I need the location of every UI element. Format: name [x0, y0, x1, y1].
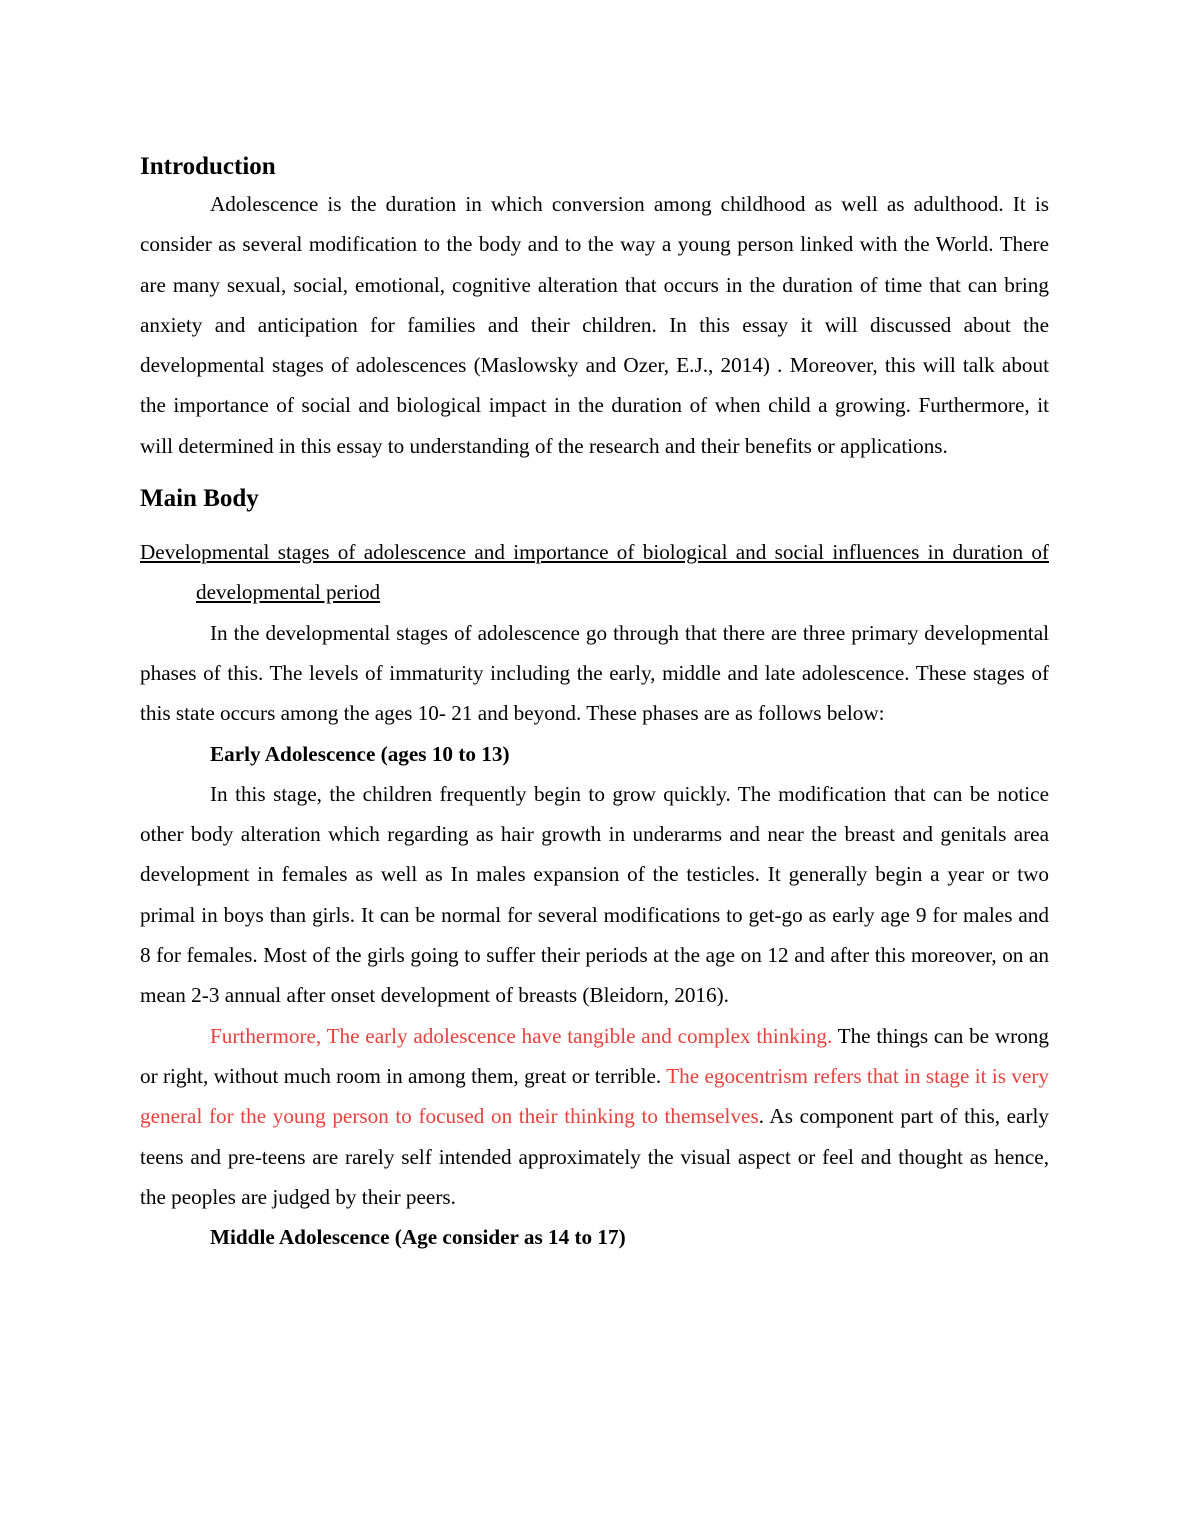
main-body-heading: Main Body — [140, 485, 259, 513]
section-subheading: Developmental stages of adolescence and importance of biological and social influences in duration of developmental period — [140, 540, 1049, 605]
highlighted-text: Furthermore, The early adolescence have tangible and complex thinking. — [210, 1023, 833, 1048]
stages-intro-paragraph: In the developmental stages of adolescence go through that there are three primary developmental phases of this. The levels of immaturity including the early, middle and late adolescence. These stages of this state occurs among the ages 10- 21 and beyond. These phases are as follows below: — [140, 620, 1049, 726]
middle-adolescence-heading: Middle Adolescence (Age consider as 14 to 17) — [210, 1225, 626, 1250]
document-page — [140, 150, 1049, 1257]
early-adolescence-thinking-paragraph — [140, 1016, 1049, 1217]
highlighted-text: The egocentrism refers that in stage it is very general for the young person to focused on their thinking to themselves — [140, 1063, 1049, 1129]
body-text: The things can be wrong or right, without much room in among them, great or terrible. — [140, 1023, 1049, 1088]
body-text: . As component part of this, early teens and pre-teens are rarely self intended approximately the visual aspect or feel and thought as hence, the peoples are judged by their peers. — [140, 1104, 1049, 1209]
early-adolescence-paragraph: In this stage, the children frequently begin to grow quickly. The modification that can be notice other body alteration which regarding as hair growth in underarms and near the breast and genitals area development in females as well as In males expansion of the testicles. It generally begin a year or two primal in boys than girls. It can be normal for several modifications to get-go as early age 9 for males and 8 for females. Most of the girls going to suffer their periods at the age on 12 and after this moreover, on an mean 2-3 annual after onset development of breasts (Bleidorn, 2016). — [140, 781, 1049, 1008]
introduction-paragraph: Adolescence is the duration in which conversion among childhood as well as adulthood. It is consider as several modification to the body and to the way a young person linked with the World. There are many sexual, social, emotional, cognitive alteration that occurs in the duration of time that can bring anxiety and anticipation for families and their children. In this essay it will discussed about the developmental stages of adolescences (Maslowsky and Ozer, E.J., 2014) . Moreover, this will talk about the importance of social and biological impact in the duration of when child a growing. Furthermore, it will determined in this essay to understanding of the research and their benefits or applications. — [140, 192, 1049, 458]
introduction-heading: Introduction — [140, 153, 276, 180]
early-adolescence-heading: Early Adolescence (ages 10 to 13) — [210, 741, 510, 766]
